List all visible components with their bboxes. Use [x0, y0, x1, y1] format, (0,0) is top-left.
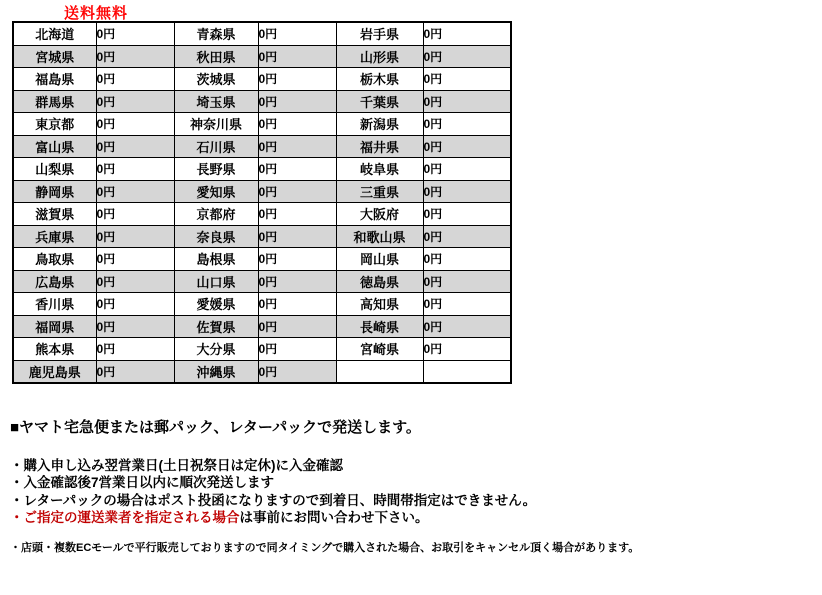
fee-cell: 0円 [423, 203, 511, 226]
table-row [13, 22, 511, 45]
prefecture-cell: 岡山県 [336, 248, 423, 271]
note-carrier-request [10, 509, 536, 526]
prefecture-cell: 北海道 [13, 22, 96, 45]
prefecture-cell: 青森県 [174, 22, 258, 45]
fee-cell: 0円 [96, 360, 174, 383]
prefecture-cell: 長野県 [174, 158, 258, 181]
fee-cell: 0円 [96, 315, 174, 338]
table-row [13, 225, 511, 248]
table-row [13, 158, 511, 181]
fee-cell: 0円 [258, 225, 336, 248]
prefecture-cell: 岩手県 [336, 22, 423, 45]
prefecture-cell: 山形県 [336, 45, 423, 68]
note-carrier-request-tail: は事前にお問い合わせ下さい。 [239, 509, 429, 525]
prefecture-cell: 愛知県 [174, 180, 258, 203]
fee-cell [423, 360, 511, 383]
prefecture-cell: 徳島県 [336, 270, 423, 293]
fee-cell: 0円 [258, 293, 336, 316]
shipping-notes [10, 457, 536, 526]
fee-cell: 0円 [423, 248, 511, 271]
prefecture-cell: 大分県 [174, 338, 258, 361]
prefecture-cell: 三重県 [336, 180, 423, 203]
fee-cell: 0円 [423, 315, 511, 338]
fee-cell: 0円 [423, 90, 511, 113]
prefecture-cell: 高知県 [336, 293, 423, 316]
table-row [13, 338, 511, 361]
prefecture-cell: 大阪府 [336, 203, 423, 226]
prefecture-cell: 長崎県 [336, 315, 423, 338]
shipping-method-heading: ■ヤマト宅急便または郵パック、レターパックで発送します。 [10, 419, 421, 436]
fee-cell: 0円 [423, 180, 511, 203]
fee-cell: 0円 [258, 113, 336, 136]
fee-cell: 0円 [423, 270, 511, 293]
table-row [13, 270, 511, 293]
fee-cell: 0円 [258, 203, 336, 226]
note-dispatch-within-7days: ・入金確認後7営業日以内に順次発送します [10, 475, 275, 491]
fee-cell: 0円 [258, 22, 336, 45]
table-row [13, 203, 511, 226]
prefecture-cell: 京都府 [174, 203, 258, 226]
fee-cell: 0円 [258, 90, 336, 113]
table-row [13, 293, 511, 316]
prefecture-cell [336, 360, 423, 383]
note-carrier-request-red: ・ご指定の運送業者を指定される場合 [10, 509, 240, 525]
prefecture-cell: 宮城県 [13, 45, 96, 68]
table-row [13, 248, 511, 271]
shipping-fee-table [12, 21, 512, 384]
fee-cell: 0円 [96, 225, 174, 248]
prefecture-cell: 熊本県 [13, 338, 96, 361]
table-row [13, 68, 511, 91]
prefecture-cell: 香川県 [13, 293, 96, 316]
prefecture-cell: 広島県 [13, 270, 96, 293]
fee-cell: 0円 [96, 270, 174, 293]
prefecture-cell: 滋賀県 [13, 203, 96, 226]
fee-cell: 0円 [423, 338, 511, 361]
prefecture-cell: 栃木県 [336, 68, 423, 91]
fee-cell: 0円 [258, 248, 336, 271]
fee-cell: 0円 [96, 248, 174, 271]
fee-cell: 0円 [258, 338, 336, 361]
fee-cell: 0円 [423, 158, 511, 181]
fee-cell: 0円 [423, 225, 511, 248]
prefecture-cell: 茨城県 [174, 68, 258, 91]
fee-cell: 0円 [96, 45, 174, 68]
table-row [13, 113, 511, 136]
prefecture-cell: 埼玉県 [174, 90, 258, 113]
prefecture-cell: 神奈川県 [174, 113, 258, 136]
fee-cell: 0円 [96, 180, 174, 203]
prefecture-cell: 島根県 [174, 248, 258, 271]
table-row [13, 90, 511, 113]
fee-cell: 0円 [96, 293, 174, 316]
fee-cell: 0円 [96, 203, 174, 226]
prefecture-cell: 山梨県 [13, 158, 96, 181]
parallel-sale-cancel-note: ・店頭・複数ECモールで平行販売しておりますので同タイミングで購入された場合、お取引をキャンセル頂く場合があります。 [10, 542, 640, 554]
prefecture-cell: 宮崎県 [336, 338, 423, 361]
table-row [13, 45, 511, 68]
fee-cell: 0円 [258, 135, 336, 158]
prefecture-cell: 鹿児島県 [13, 360, 96, 383]
prefecture-cell: 岐阜県 [336, 158, 423, 181]
fee-cell: 0円 [258, 315, 336, 338]
fee-cell: 0円 [423, 68, 511, 91]
prefecture-cell: 和歌山県 [336, 225, 423, 248]
prefecture-cell: 石川県 [174, 135, 258, 158]
fee-cell: 0円 [423, 293, 511, 316]
fee-cell: 0円 [423, 113, 511, 136]
fee-cell: 0円 [258, 360, 336, 383]
note-payment-confirm: ・購入申し込み翌営業日(土日祝祭日は定休)に入金確認 [10, 458, 343, 473]
table-row [13, 360, 511, 383]
fee-cell: 0円 [423, 45, 511, 68]
table-row [13, 315, 511, 338]
fee-cell: 0円 [96, 68, 174, 91]
fee-cell: 0円 [96, 158, 174, 181]
prefecture-cell: 鳥取県 [13, 248, 96, 271]
fee-cell: 0円 [258, 270, 336, 293]
fee-cell: 0円 [258, 68, 336, 91]
table-row [13, 135, 511, 158]
prefecture-cell: 静岡県 [13, 180, 96, 203]
table-row [13, 180, 511, 203]
fee-cell: 0円 [423, 22, 511, 45]
prefecture-cell: 愛媛県 [174, 293, 258, 316]
prefecture-cell: 沖縄県 [174, 360, 258, 383]
fee-cell: 0円 [96, 90, 174, 113]
note-letterpack-mailbox: ・レターパックの場合はポスト投函になりますので到着日、時間帯指定はできません。 [10, 492, 537, 508]
prefecture-cell: 群馬県 [13, 90, 96, 113]
prefecture-cell: 秋田県 [174, 45, 258, 68]
prefecture-cell: 富山県 [13, 135, 96, 158]
prefecture-cell: 佐賀県 [174, 315, 258, 338]
prefecture-cell: 福島県 [13, 68, 96, 91]
fee-cell: 0円 [258, 158, 336, 181]
fee-cell: 0円 [96, 135, 174, 158]
fee-cell: 0円 [96, 22, 174, 45]
fee-cell: 0円 [96, 113, 174, 136]
fee-cell: 0円 [258, 45, 336, 68]
prefecture-cell: 福岡県 [13, 315, 96, 338]
prefecture-cell: 新潟県 [336, 113, 423, 136]
free-shipping-label: 送料無料 [64, 5, 129, 22]
prefecture-cell: 山口県 [174, 270, 258, 293]
fee-cell: 0円 [96, 338, 174, 361]
prefecture-cell: 千葉県 [336, 90, 423, 113]
prefecture-cell: 東京都 [13, 113, 96, 136]
fee-cell: 0円 [258, 180, 336, 203]
fee-cell: 0円 [423, 135, 511, 158]
prefecture-cell: 兵庫県 [13, 225, 96, 248]
shipping-fee-table-body [13, 22, 511, 383]
prefecture-cell: 福井県 [336, 135, 423, 158]
prefecture-cell: 奈良県 [174, 225, 258, 248]
